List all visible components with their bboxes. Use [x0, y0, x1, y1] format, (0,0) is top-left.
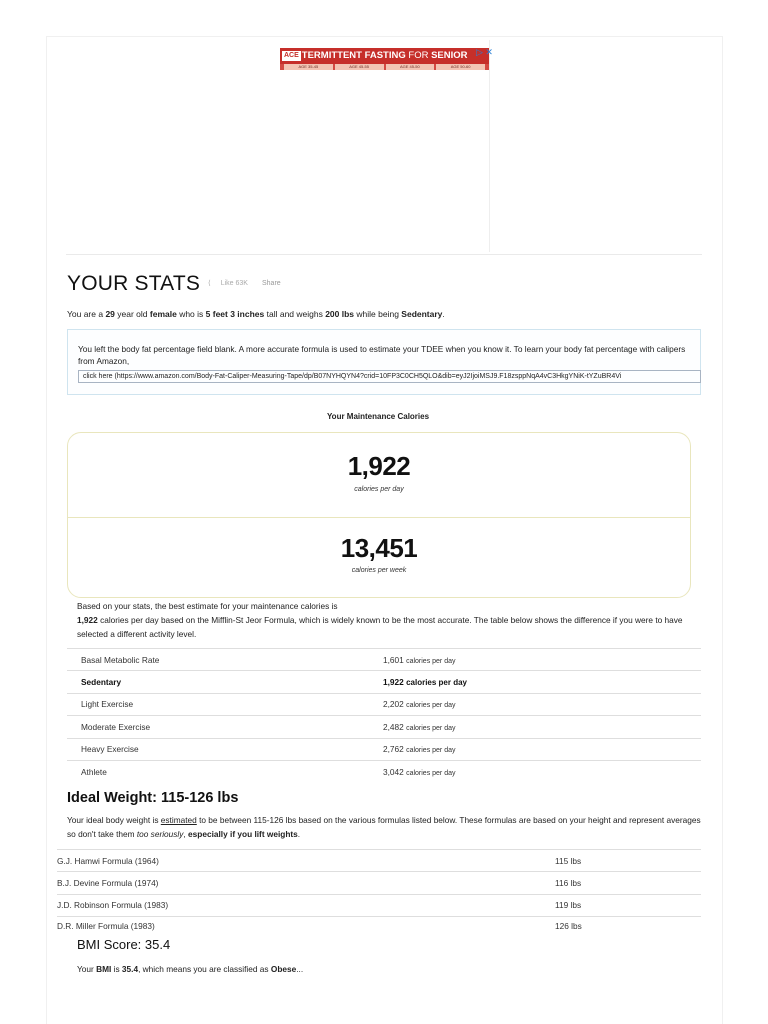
table-row	[67, 716, 701, 738]
stats-summary	[67, 309, 445, 319]
bmi-text-part: is	[111, 964, 122, 974]
ad-strip-item: AGE 35-45	[284, 64, 333, 70]
calorie-unit: calories per day	[406, 657, 456, 665]
estimate-line: calories per day based on the Mifflin-St Jeor Formula, which is widely known to be the most accurate. The table below shows the difference if you were to have selected a different activity level.	[77, 615, 683, 639]
like-icon[interactable]: ⟨	[208, 280, 211, 287]
activity-calories	[383, 738, 701, 760]
body-fat-notice	[67, 329, 701, 395]
bmi-label: BMI	[96, 964, 112, 974]
ideal-weight-table	[57, 849, 701, 939]
page-title: YOUR STATS	[67, 272, 201, 295]
calorie-unit: calories per day	[406, 747, 456, 755]
estimate-line: Based on your stats, the best estimate for your maintenance calories is	[77, 601, 338, 611]
calorie-value: 3,042	[383, 766, 404, 777]
summary-text: .	[442, 309, 445, 319]
calorie-value: 2,202	[383, 699, 404, 710]
maintenance-title: Your Maintenance Calories	[326, 412, 430, 421]
share-button[interactable]: Share	[261, 280, 281, 287]
summary-text: You are a	[67, 309, 106, 319]
summary-text: year old	[114, 309, 150, 319]
estimate-value: 1,922	[77, 615, 98, 625]
table-row	[67, 649, 701, 671]
formula-value: 126 lbs	[555, 917, 701, 939]
activity-level: Light Exercise	[67, 693, 383, 715]
bmi-title: BMI Score: 35.4	[77, 937, 171, 952]
formula-name: G.J. Hamwi Formula (1964)	[57, 850, 555, 872]
ad-banner[interactable]	[280, 48, 489, 70]
activity-level: Athlete	[67, 760, 383, 782]
table-row	[57, 872, 701, 894]
activity-calories	[383, 716, 701, 738]
table-row	[57, 894, 701, 916]
card-divider	[68, 517, 690, 518]
calorie-unit: calories per day	[406, 678, 467, 688]
bmi-text-part: Your	[77, 964, 97, 974]
ad-container	[66, 40, 490, 252]
table-row	[57, 917, 701, 939]
activity-level: Basal Metabolic Rate	[67, 649, 383, 671]
calorie-value: 2,762	[383, 744, 404, 755]
calorie-unit: calories per day	[406, 724, 456, 732]
ad-strip-item: AGE 45-55	[335, 64, 384, 70]
summary-text: tall and weighs	[264, 309, 326, 319]
table-row	[57, 850, 701, 872]
ad-logo: ACE	[284, 52, 299, 59]
ideal-text-part: ,	[183, 829, 189, 839]
social-buttons	[208, 279, 281, 287]
ideal-text-part: Your ideal body weight is	[67, 815, 161, 825]
like-button[interactable]: Like 63K	[220, 280, 248, 287]
bmi-text-part: , which means you are classified as	[138, 964, 271, 974]
activity-level: Moderate Exercise	[67, 716, 383, 738]
ideal-text-bold: especially if you lift weights	[188, 829, 298, 839]
calorie-card	[67, 432, 691, 598]
formula-name: B.J. Devine Formula (1974)	[57, 872, 555, 894]
summary-activity: Sedentary	[401, 309, 443, 319]
calories-per-week-value: 13,451	[340, 533, 418, 563]
ideal-weight-title: Ideal Weight: 115-126 lbs	[67, 790, 239, 806]
calorie-value: 2,482	[383, 721, 404, 732]
table-row	[67, 738, 701, 760]
formula-name: D.R. Miller Formula (1983)	[57, 917, 555, 939]
ad-headline-light: FOR	[408, 50, 429, 61]
estimate-text	[77, 599, 687, 641]
estimated-link[interactable]: estimated	[160, 815, 197, 825]
ad-strip-item: AGE 45-50	[386, 64, 435, 70]
summary-age: 29	[105, 309, 115, 319]
calories-per-day-label: calories per day	[354, 486, 404, 493]
summary-text: who is	[176, 309, 206, 319]
ideal-text-part: to be between 115-126 lbs based on the various formulas listed below. These formulas are based on your height and represent averages so don't take them	[67, 815, 701, 839]
calorie-unit: calories per day	[406, 769, 456, 777]
activity-level: Sedentary	[67, 671, 383, 693]
ad-headline: TERMITTENT FASTING	[301, 50, 406, 61]
summary-text: while being	[354, 309, 402, 319]
calories-per-week-label: calories per week	[351, 567, 407, 574]
calorie-unit: calories per day	[406, 702, 456, 710]
summary-height: 5 feet 3 inches	[205, 309, 265, 319]
calorie-value: 1,601	[383, 654, 404, 665]
activity-table	[67, 648, 701, 783]
calorie-value: 1,922	[383, 677, 404, 688]
table-row-selected	[67, 671, 701, 693]
amazon-caliper-link[interactable]: click here (https://www.amazon.com/Body-Fat-Caliper-Measuring-Tape/dp/B07NYHQYN4?crid=10FP3C0CH5QLO&dib=eyJ2IjoiMSJ9.F18zsppNqA4vC3HkgYNiK-tYZuBR4Vi	[78, 370, 701, 383]
bmi-value: 35.4	[121, 964, 139, 974]
notice-message: You left the body fat percentage field blank. A more accurate formula is used to estimate your TDEE when you know it. To learn your body fat percentage with calipers from Amazon,	[78, 344, 686, 366]
calories-per-day-value: 1,922	[347, 451, 411, 481]
formula-name: J.D. Robinson Formula (1983)	[57, 894, 555, 916]
ad-choices-icon[interactable]: ▷ ✕	[476, 47, 493, 57]
activity-calories	[383, 671, 701, 693]
table-row	[67, 693, 701, 715]
bmi-class: Obese	[270, 964, 297, 974]
ideal-text-italic: too seriously	[136, 829, 184, 839]
formula-value: 115 lbs	[555, 850, 701, 872]
ad-headline-end: SENIOR	[431, 50, 468, 61]
activity-calories	[383, 649, 701, 671]
formula-value: 119 lbs	[555, 894, 701, 916]
formula-value: 116 lbs	[555, 872, 701, 894]
activity-calories	[383, 693, 701, 715]
summary-weight: 200 lbs	[325, 309, 355, 319]
divider	[66, 254, 702, 255]
summary-gender: female	[149, 309, 177, 319]
activity-level: Heavy Exercise	[67, 738, 383, 760]
ideal-weight-text	[67, 813, 707, 841]
bmi-text	[77, 964, 303, 974]
ideal-text-part: .	[297, 829, 301, 839]
table-row	[67, 760, 701, 782]
bmi-text-part: ...	[296, 964, 304, 974]
ad-strip-item: AGE 50-60	[436, 64, 485, 70]
activity-calories	[383, 760, 701, 782]
